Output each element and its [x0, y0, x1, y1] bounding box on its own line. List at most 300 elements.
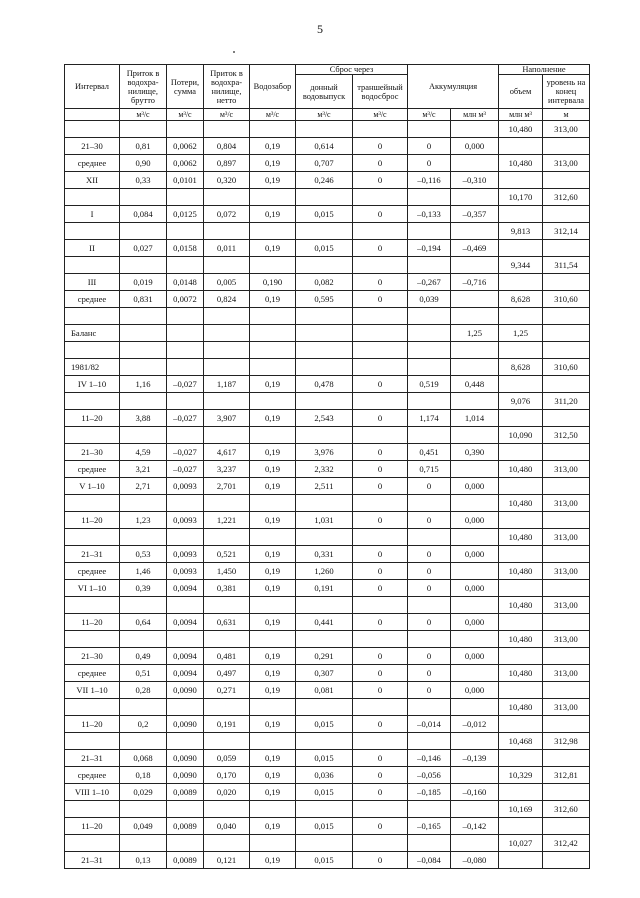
- table-cell: [353, 801, 408, 818]
- table-cell: среднее: [65, 155, 120, 172]
- table-cell: 0,448: [451, 376, 499, 393]
- table-cell: 8,628: [499, 359, 543, 376]
- table-cell: [451, 665, 499, 682]
- table-cell: 0,19: [250, 291, 296, 308]
- table-cell: [167, 427, 204, 444]
- table-cell: 0,027: [120, 240, 167, 257]
- table-cell: 0,015: [296, 784, 353, 801]
- table-cell: 0: [408, 665, 451, 682]
- table-cell: [499, 546, 543, 563]
- table-cell: [353, 308, 408, 325]
- table-cell: 0,19: [250, 410, 296, 427]
- table-cell: 0: [353, 716, 408, 733]
- table-cell: [451, 155, 499, 172]
- table-cell: [499, 478, 543, 495]
- table-cell: 2,71: [120, 478, 167, 495]
- table-cell: 0,19: [250, 155, 296, 172]
- unit-cell: м³/с: [296, 109, 353, 121]
- table-cell: 312,81: [543, 767, 590, 784]
- table-cell: [167, 801, 204, 818]
- table-cell: 11–20: [65, 614, 120, 631]
- table-cell: 2,332: [296, 461, 353, 478]
- table-cell: 0,068: [120, 750, 167, 767]
- table-cell: [120, 308, 167, 325]
- table-cell: 3,976: [296, 444, 353, 461]
- table-cell: [296, 835, 353, 852]
- table-cell: 310,60: [543, 359, 590, 376]
- table-cell: 0,390: [451, 444, 499, 461]
- table-cell: 10,480: [499, 155, 543, 172]
- table-cell: 0,19: [250, 546, 296, 563]
- table-cell: 0,2: [120, 716, 167, 733]
- table-cell: [353, 529, 408, 546]
- table-cell: 0,0090: [167, 716, 204, 733]
- table-cell: 0: [353, 376, 408, 393]
- table-cell: –0,080: [451, 852, 499, 869]
- table-cell: 10,329: [499, 767, 543, 784]
- table-cell: [408, 359, 451, 376]
- table-cell: I: [65, 206, 120, 223]
- table-row: [65, 206, 590, 223]
- table-cell: 1981/82: [65, 359, 120, 376]
- table-cell: [451, 308, 499, 325]
- table-cell: [167, 631, 204, 648]
- table-cell: [120, 325, 167, 342]
- table-cell: 0,0148: [167, 274, 204, 291]
- table-cell: [499, 376, 543, 393]
- table-cell: [543, 716, 590, 733]
- table-cell: [543, 410, 590, 427]
- table-row: [65, 852, 590, 869]
- table-cell: 0: [353, 240, 408, 257]
- table-cell: [499, 410, 543, 427]
- table-row: [65, 580, 590, 597]
- table-row: [65, 818, 590, 835]
- table-cell: [204, 189, 250, 206]
- table-cell: 1,46: [120, 563, 167, 580]
- table-cell: 0,824: [204, 291, 250, 308]
- table-cell: [499, 206, 543, 223]
- table-cell: [451, 393, 499, 410]
- table-cell: –0,133: [408, 206, 451, 223]
- table-cell: 0: [408, 580, 451, 597]
- unit-cell: м³/с: [167, 109, 204, 121]
- table-row: [65, 325, 590, 342]
- table-cell: [167, 342, 204, 359]
- table-row: [65, 427, 590, 444]
- table-cell: 0,19: [250, 478, 296, 495]
- table-cell: 0,082: [296, 274, 353, 291]
- table-cell: [250, 308, 296, 325]
- table-cell: [543, 580, 590, 597]
- table-cell: –0,357: [451, 206, 499, 223]
- table-cell: [204, 597, 250, 614]
- table-cell: 0: [353, 784, 408, 801]
- table-cell: [65, 189, 120, 206]
- table-cell: [353, 631, 408, 648]
- table-row: [65, 308, 590, 325]
- table-cell: 0,170: [204, 767, 250, 784]
- table-row: [65, 155, 590, 172]
- table-cell: [296, 325, 353, 342]
- table-row: [65, 274, 590, 291]
- table-cell: 0,0094: [167, 614, 204, 631]
- table-cell: 313,00: [543, 563, 590, 580]
- table-cell: 9,076: [499, 393, 543, 410]
- header-intake: Водозабор: [250, 65, 296, 109]
- table-cell: 1,260: [296, 563, 353, 580]
- table-cell: [451, 835, 499, 852]
- table-cell: 0,291: [296, 648, 353, 665]
- table-cell: 0: [353, 461, 408, 478]
- table-cell: [499, 716, 543, 733]
- table-cell: [499, 240, 543, 257]
- table-cell: [167, 121, 204, 138]
- table-cell: 0,19: [250, 461, 296, 478]
- table-cell: 312,42: [543, 835, 590, 852]
- table-cell: [408, 733, 451, 750]
- table-cell: [451, 223, 499, 240]
- header-filling: Наполнение: [499, 65, 590, 75]
- table-cell: [204, 342, 250, 359]
- table-cell: [250, 359, 296, 376]
- table-cell: [451, 342, 499, 359]
- table-cell: 0,595: [296, 291, 353, 308]
- table-cell: 0: [353, 291, 408, 308]
- table-cell: 0,015: [296, 750, 353, 767]
- table-cell: 0,0093: [167, 478, 204, 495]
- table-cell: [250, 189, 296, 206]
- table-row: [65, 563, 590, 580]
- table-cell: [408, 223, 451, 240]
- table-cell: [250, 393, 296, 410]
- table-cell: –0,116: [408, 172, 451, 189]
- table-cell: –0,027: [167, 376, 204, 393]
- table-cell: [408, 631, 451, 648]
- unit-cell: млн м³: [499, 109, 543, 121]
- table-cell: 0,831: [120, 291, 167, 308]
- table-cell: [543, 852, 590, 869]
- table-row: [65, 665, 590, 682]
- table-cell: 0,019: [120, 274, 167, 291]
- table-cell: [499, 138, 543, 155]
- table-cell: [250, 699, 296, 716]
- table-cell: [167, 529, 204, 546]
- header-trench-spillway: траншейный водосброс: [353, 75, 408, 109]
- table-cell: [543, 478, 590, 495]
- table-cell: 4,59: [120, 444, 167, 461]
- table-cell: 0: [353, 206, 408, 223]
- table-cell: 0,059: [204, 750, 250, 767]
- table-cell: [451, 699, 499, 716]
- table-cell: [296, 189, 353, 206]
- table-cell: [353, 342, 408, 359]
- table-cell: 0,19: [250, 172, 296, 189]
- table-cell: 1,174: [408, 410, 451, 427]
- table-cell: среднее: [65, 767, 120, 784]
- table-cell: 0,0094: [167, 648, 204, 665]
- table-cell: 0: [408, 478, 451, 495]
- table-cell: [204, 325, 250, 342]
- table-cell: 0,19: [250, 580, 296, 597]
- table-cell: 0,271: [204, 682, 250, 699]
- table-cell: [296, 733, 353, 750]
- table-cell: 3,907: [204, 410, 250, 427]
- table-cell: [250, 257, 296, 274]
- table-cell: 0,19: [250, 376, 296, 393]
- table-cell: 10,480: [499, 563, 543, 580]
- table-cell: 0,000: [451, 546, 499, 563]
- table-cell: [250, 121, 296, 138]
- table-cell: 0,121: [204, 852, 250, 869]
- table-cell: [408, 699, 451, 716]
- table-cell: [250, 342, 296, 359]
- table-cell: 0: [408, 546, 451, 563]
- table-cell: 312,60: [543, 189, 590, 206]
- table-cell: 0,19: [250, 852, 296, 869]
- table-cell: 10,480: [499, 461, 543, 478]
- table-cell: 0,0093: [167, 546, 204, 563]
- table-cell: 0,331: [296, 546, 353, 563]
- table-cell: 0: [353, 172, 408, 189]
- table-cell: 21–31: [65, 852, 120, 869]
- unit-empty: [65, 109, 120, 121]
- table-cell: 10,480: [499, 699, 543, 716]
- table-cell: 312,14: [543, 223, 590, 240]
- table-cell: [120, 699, 167, 716]
- unit-cell: м³/с: [120, 109, 167, 121]
- table-cell: [65, 223, 120, 240]
- table-row: [65, 733, 590, 750]
- table-cell: –0,146: [408, 750, 451, 767]
- table-cell: 10,480: [499, 121, 543, 138]
- table-cell: [543, 444, 590, 461]
- table-cell: 0: [353, 648, 408, 665]
- table-cell: –0,084: [408, 852, 451, 869]
- table-cell: 0,897: [204, 155, 250, 172]
- table-cell: 0: [353, 512, 408, 529]
- table-cell: [296, 427, 353, 444]
- table-cell: 1,23: [120, 512, 167, 529]
- header-inflow-net: Приток в водохра-нилище, нетто: [204, 65, 250, 109]
- table-cell: 313,00: [543, 495, 590, 512]
- header-discharge: Сброс через: [296, 65, 408, 75]
- table-cell: [204, 393, 250, 410]
- table-cell: 1,450: [204, 563, 250, 580]
- table-cell: 0,191: [204, 716, 250, 733]
- table-cell: [451, 563, 499, 580]
- table-cell: [120, 121, 167, 138]
- table-cell: [65, 835, 120, 852]
- table-cell: [543, 648, 590, 665]
- table-cell: 0,19: [250, 563, 296, 580]
- table-cell: 0,804: [204, 138, 250, 155]
- table-cell: IV 1–10: [65, 376, 120, 393]
- table-cell: [120, 835, 167, 852]
- table-cell: [250, 223, 296, 240]
- table-cell: 11–20: [65, 410, 120, 427]
- table-cell: [408, 529, 451, 546]
- table-cell: [353, 597, 408, 614]
- table-cell: [408, 325, 451, 342]
- table-cell: [408, 342, 451, 359]
- table-cell: 0,19: [250, 665, 296, 682]
- table-cell: [499, 750, 543, 767]
- table-cell: [250, 325, 296, 342]
- table-cell: [120, 393, 167, 410]
- table-cell: [499, 308, 543, 325]
- table-cell: 10,027: [499, 835, 543, 852]
- table-cell: 10,480: [499, 631, 543, 648]
- table-cell: 0: [353, 665, 408, 682]
- table-cell: 0,0089: [167, 818, 204, 835]
- table-row: [65, 546, 590, 563]
- table-cell: 313,00: [543, 121, 590, 138]
- table-cell: [543, 512, 590, 529]
- table-cell: 10,169: [499, 801, 543, 818]
- table-cell: 0,000: [451, 614, 499, 631]
- table-cell: 3,21: [120, 461, 167, 478]
- table-cell: [250, 495, 296, 512]
- table-row: [65, 223, 590, 240]
- table-cell: 0,191: [296, 580, 353, 597]
- table-row: [65, 189, 590, 206]
- table-cell: 0,084: [120, 206, 167, 223]
- table-cell: VI 1–10: [65, 580, 120, 597]
- table-cell: [204, 257, 250, 274]
- table-cell: [167, 733, 204, 750]
- table-cell: 0,521: [204, 546, 250, 563]
- water-balance-table: [64, 64, 590, 869]
- table-cell: –0,027: [167, 410, 204, 427]
- table-row: [65, 444, 590, 461]
- table-cell: 0: [353, 580, 408, 597]
- table-cell: [167, 257, 204, 274]
- table-cell: 0,19: [250, 444, 296, 461]
- header-accumulation: Аккумуляция: [408, 65, 499, 109]
- table-row: [65, 172, 590, 189]
- table-cell: 0: [408, 512, 451, 529]
- table-cell: –0,267: [408, 274, 451, 291]
- table-cell: 0: [353, 767, 408, 784]
- table-cell: 0: [353, 750, 408, 767]
- table-cell: 0: [408, 138, 451, 155]
- table-cell: [65, 801, 120, 818]
- table-cell: [120, 529, 167, 546]
- table-cell: 0,64: [120, 614, 167, 631]
- table-cell: 2,543: [296, 410, 353, 427]
- table-row: [65, 410, 590, 427]
- table-cell: [296, 631, 353, 648]
- table-cell: 0,0093: [167, 563, 204, 580]
- table-row: [65, 699, 590, 716]
- table-cell: [543, 308, 590, 325]
- header-row-1: [65, 65, 590, 75]
- table-cell: 11–20: [65, 716, 120, 733]
- table-cell: 0,381: [204, 580, 250, 597]
- table-cell: [499, 818, 543, 835]
- unit-cell: м³/с: [408, 109, 451, 121]
- table-cell: [408, 257, 451, 274]
- table-cell: 0,0093: [167, 512, 204, 529]
- table-cell: 313,00: [543, 461, 590, 478]
- table-cell: 0,0089: [167, 784, 204, 801]
- table-row: [65, 478, 590, 495]
- table-cell: 310,60: [543, 291, 590, 308]
- table-cell: [451, 461, 499, 478]
- table-cell: 0,51: [120, 665, 167, 682]
- table-cell: [296, 257, 353, 274]
- table-cell: 0,072: [204, 206, 250, 223]
- unit-cell: м³/с: [250, 109, 296, 121]
- table-row: [65, 631, 590, 648]
- table-row: [65, 359, 590, 376]
- table-cell: [451, 291, 499, 308]
- table-cell: 313,00: [543, 155, 590, 172]
- table-cell: 10,480: [499, 495, 543, 512]
- table-cell: [451, 597, 499, 614]
- table-cell: 0,19: [250, 750, 296, 767]
- table-cell: [296, 342, 353, 359]
- table-cell: [408, 189, 451, 206]
- table-row: [65, 342, 590, 359]
- table-cell: [120, 597, 167, 614]
- table-cell: [353, 835, 408, 852]
- table-cell: 312,50: [543, 427, 590, 444]
- table-cell: [296, 699, 353, 716]
- table-cell: 0,000: [451, 478, 499, 495]
- table-cell: 0,015: [296, 240, 353, 257]
- table-cell: 0,320: [204, 172, 250, 189]
- table-cell: [250, 835, 296, 852]
- table-cell: [353, 495, 408, 512]
- table-cell: [296, 359, 353, 376]
- table-cell: [543, 138, 590, 155]
- table-cell: [120, 342, 167, 359]
- table-cell: 0: [353, 852, 408, 869]
- table-cell: 3,237: [204, 461, 250, 478]
- table-cell: 0,19: [250, 512, 296, 529]
- table-cell: 0,19: [250, 784, 296, 801]
- table-cell: 0,000: [451, 580, 499, 597]
- table-cell: 0,015: [296, 716, 353, 733]
- table-cell: [543, 342, 590, 359]
- table-cell: [167, 308, 204, 325]
- table-cell: [353, 359, 408, 376]
- table-cell: [499, 512, 543, 529]
- table-cell: [65, 427, 120, 444]
- header-losses: Потери, сумма: [167, 65, 204, 109]
- table-cell: [167, 325, 204, 342]
- table-row: [65, 291, 590, 308]
- table-cell: 0,28: [120, 682, 167, 699]
- table-cell: 4,617: [204, 444, 250, 461]
- table-cell: 1,031: [296, 512, 353, 529]
- table-cell: [353, 427, 408, 444]
- table-cell: [499, 274, 543, 291]
- table-cell: среднее: [65, 563, 120, 580]
- table-row: [65, 376, 590, 393]
- table-cell: [499, 784, 543, 801]
- table-cell: 0: [353, 682, 408, 699]
- table-cell: 313,00: [543, 597, 590, 614]
- table-cell: 10,480: [499, 665, 543, 682]
- table-cell: [499, 342, 543, 359]
- table-cell: 0,13: [120, 852, 167, 869]
- table-cell: [451, 495, 499, 512]
- table-row: [65, 512, 590, 529]
- units-row: [65, 109, 590, 121]
